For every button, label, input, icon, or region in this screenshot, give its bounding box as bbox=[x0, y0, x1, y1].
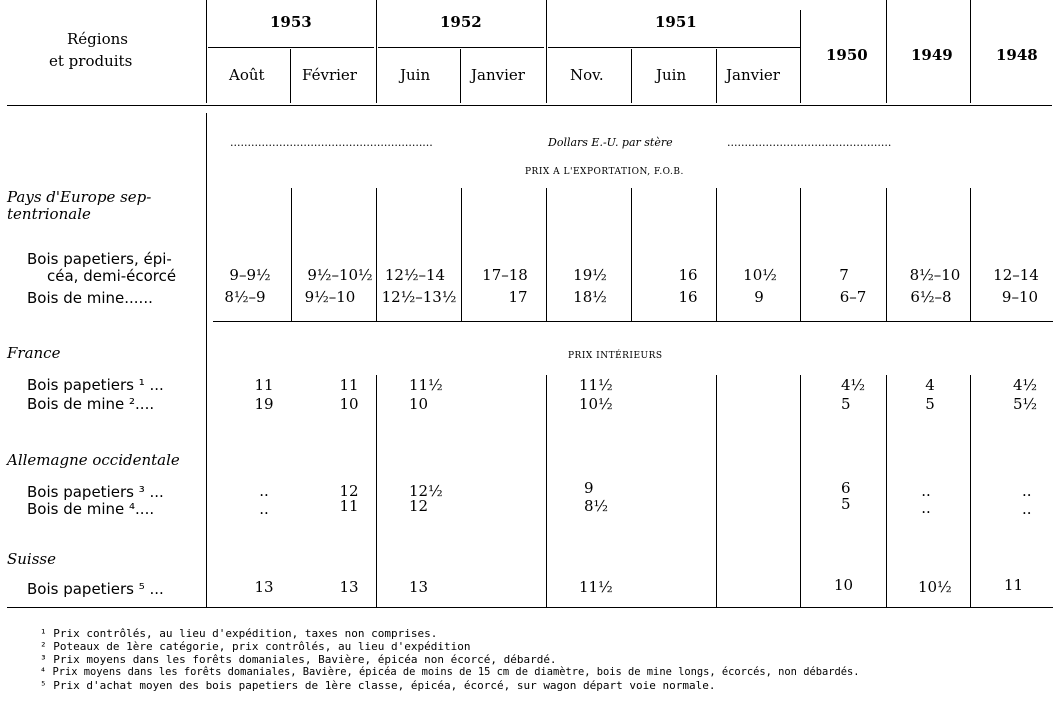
table-cell: 5 bbox=[841, 495, 851, 513]
year-1953: 1953 bbox=[270, 13, 312, 31]
table-cell: .. bbox=[1022, 500, 1032, 518]
table-cell: 11½ bbox=[579, 578, 613, 596]
header-col-rule bbox=[800, 10, 801, 103]
year-rule-1951 bbox=[548, 47, 800, 48]
table-cell: 12 bbox=[409, 497, 429, 515]
footnote-5: ⁵ Prix d'achat moyen des bois papetiers de 1ère classe, épicéa, écorcé, sur wagon départ voie normale. bbox=[40, 679, 716, 692]
table-cell: 10½ bbox=[743, 266, 777, 284]
month-aout: Août bbox=[229, 66, 265, 84]
unit-dots-left: .......................................................... bbox=[230, 136, 433, 149]
table-cell: 17–18 bbox=[482, 266, 528, 284]
table-cell: 10 bbox=[339, 395, 359, 413]
table-cell: 10 bbox=[834, 576, 854, 594]
body-col-rule bbox=[716, 375, 717, 607]
header-col-rule bbox=[376, 0, 377, 103]
table-cell: 9½–10 bbox=[304, 288, 356, 306]
header-col-rule bbox=[886, 0, 887, 103]
body-col-rule bbox=[631, 188, 632, 321]
table-cell: 5 bbox=[841, 395, 851, 413]
row-label-de-mine: Bois de mine ⁴.... bbox=[27, 500, 155, 518]
table-cell: 17 bbox=[508, 288, 528, 306]
table-cell: 13 bbox=[409, 578, 429, 596]
table-cell: 13 bbox=[339, 578, 359, 596]
footnote-1: ¹ Prix contrôlés, au lieu d'expédition, taxes non comprises. bbox=[40, 627, 438, 640]
table-cell: 8½–10 bbox=[909, 266, 961, 284]
header-col-rule bbox=[716, 49, 717, 103]
export-section-rule bbox=[213, 321, 1053, 322]
body-col-rule bbox=[800, 188, 801, 321]
row-label-de-papier: Bois papetiers ³ ... bbox=[27, 483, 164, 501]
month-juin-1951: Juin bbox=[656, 66, 687, 84]
header-col-rule bbox=[631, 49, 632, 103]
header-col-rule bbox=[546, 0, 547, 103]
table-cell: 12–14 bbox=[993, 266, 1039, 284]
table-cell: 13 bbox=[254, 578, 274, 596]
table-cell: 12½–14 bbox=[384, 266, 446, 284]
month-fevrier: Février bbox=[302, 66, 357, 84]
row-label-nord-papier: Bois papetiers, épi- bbox=[27, 250, 172, 268]
year-rule-1952 bbox=[378, 47, 544, 48]
year-1952: 1952 bbox=[440, 13, 482, 31]
stub-header-line1: Régions bbox=[67, 30, 128, 48]
table-cell: 6–7 bbox=[839, 288, 867, 306]
region-allemagne: Allemagne occidentale bbox=[7, 451, 180, 469]
table-cell: 8½–9 bbox=[224, 288, 266, 306]
month-nov: Nov. bbox=[570, 66, 604, 84]
region-suisse: Suisse bbox=[7, 550, 57, 568]
table-cell: 9–9½ bbox=[229, 266, 271, 284]
month-janvier-1951: Janvier bbox=[726, 66, 780, 84]
stub-header-line2: et produits bbox=[49, 52, 133, 70]
table-cell: 10½ bbox=[918, 578, 952, 596]
table-cell: 4½ bbox=[1013, 376, 1038, 394]
table-cell: 12 bbox=[339, 482, 359, 500]
table-cell: .. bbox=[921, 482, 931, 500]
header-col-rule bbox=[460, 49, 461, 103]
body-col-rule bbox=[546, 375, 547, 607]
row-label-nord-mine: Bois de mine...... bbox=[27, 289, 153, 307]
table-cell: 4½ bbox=[841, 376, 866, 394]
footnote-2: ² Poteaux de 1ère catégorie, prix contrôlés, au lieu d'expédition bbox=[40, 640, 471, 653]
body-col-rule bbox=[970, 375, 971, 607]
table-cell: .. bbox=[1022, 482, 1032, 500]
table-cell: 11 bbox=[1004, 576, 1024, 594]
header-col-rule bbox=[206, 0, 207, 103]
row-label-nord-papier-cont: céa, demi-écorcé bbox=[47, 267, 177, 285]
table-cell: 9 bbox=[584, 479, 594, 497]
year-1950: 1950 bbox=[826, 46, 868, 64]
table-cell: 11½ bbox=[579, 376, 613, 394]
month-janvier-1952: Janvier bbox=[471, 66, 525, 84]
table-cell: 5 bbox=[925, 395, 935, 413]
header-col-rule bbox=[290, 49, 291, 103]
table-cell: 10 bbox=[409, 395, 429, 413]
table-bottom-rule bbox=[7, 607, 1053, 608]
month-juin-1952: Juin bbox=[400, 66, 431, 84]
unit-dots-right: ............................................... bbox=[727, 136, 892, 149]
table-cell: 12½–13½ bbox=[381, 288, 457, 306]
body-col-rule bbox=[800, 375, 801, 607]
table-cell: 11 bbox=[339, 376, 359, 394]
year-1948: 1948 bbox=[996, 46, 1038, 64]
table-cell: 9½–10½ bbox=[307, 266, 373, 284]
region-europe-nord-line2: tentrionale bbox=[7, 205, 91, 223]
table-cell: 19 bbox=[254, 395, 274, 413]
table-cell: 12½ bbox=[409, 482, 443, 500]
table-cell: 9–10 bbox=[1001, 288, 1039, 306]
table-cell: 9 bbox=[754, 288, 764, 306]
row-label-ch-papier: Bois papetiers ⁵ ... bbox=[27, 580, 164, 598]
table-cell: 6 bbox=[841, 479, 851, 497]
table-cell: 5½ bbox=[1013, 395, 1038, 413]
table-cell: 8½ bbox=[584, 497, 609, 515]
table-cell: 18½ bbox=[573, 288, 607, 306]
year-rule-1953 bbox=[208, 47, 374, 48]
unit-label: Dollars E.-U. par stère bbox=[548, 136, 673, 149]
table-cell: .. bbox=[259, 482, 269, 500]
body-col-rule bbox=[461, 188, 462, 321]
footnote-4: ⁴ Prix moyens dans les forêts domaniales, Bavière, épicéa de moins de 15 cm de diamètre, bois de mine longs, écorcés, non débardés. bbox=[40, 666, 860, 678]
region-europe-nord-line1: Pays d'Europe sep- bbox=[7, 188, 152, 206]
section-interieur-label: PRIX INTÉRIEURS bbox=[568, 351, 663, 361]
table-cell: 11½ bbox=[409, 376, 443, 394]
section-export-label: PRIX A L'EXPORTATION, F.O.B. bbox=[525, 167, 684, 177]
year-1951: 1951 bbox=[655, 13, 697, 31]
header-top-rule bbox=[7, 105, 1052, 106]
table-cell: 11 bbox=[339, 497, 359, 515]
table-cell: 4 bbox=[925, 376, 935, 394]
table-cell: 7 bbox=[839, 266, 849, 284]
body-col-rule bbox=[376, 188, 377, 321]
row-label-fr-mine: Bois de mine ².... bbox=[27, 395, 155, 413]
table-cell: .. bbox=[921, 499, 931, 517]
region-france: France bbox=[7, 344, 61, 362]
table-cell: 11 bbox=[254, 376, 274, 394]
table-cell: 16 bbox=[678, 288, 698, 306]
table-cell: .. bbox=[259, 500, 269, 518]
table-cell: 16 bbox=[678, 266, 698, 284]
row-label-fr-papier: Bois papetiers ¹ ... bbox=[27, 376, 164, 394]
footnote-3: ³ Prix moyens dans les forêts domaniales, Bavière, épicéa non écorcé, débardé. bbox=[40, 653, 557, 666]
stub-col-rule bbox=[206, 113, 207, 607]
year-1949: 1949 bbox=[911, 46, 953, 64]
table-cell: 10½ bbox=[579, 395, 613, 413]
table-cell: 19½ bbox=[573, 266, 607, 284]
table-cell: 6½–8 bbox=[910, 288, 952, 306]
header-col-rule bbox=[970, 0, 971, 103]
